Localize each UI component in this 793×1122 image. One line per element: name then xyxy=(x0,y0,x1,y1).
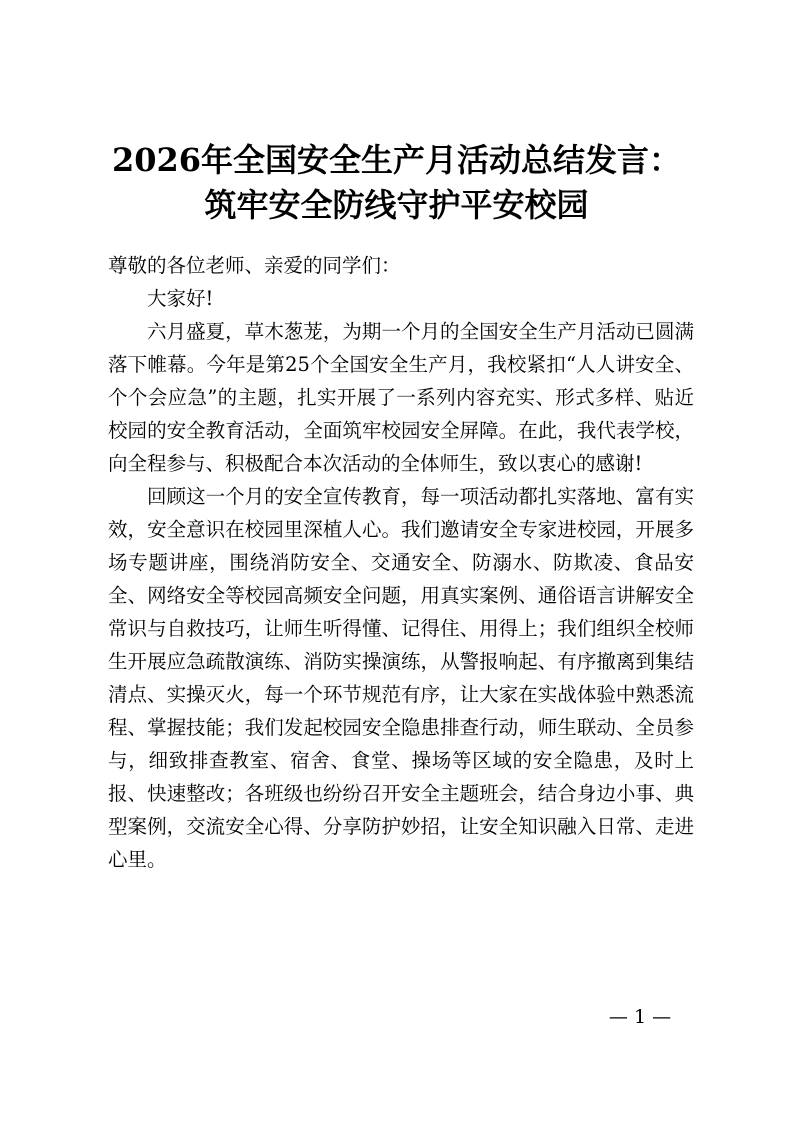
salutation: 尊敬的各位老师、亲爱的同学们： xyxy=(108,254,401,277)
paragraph: 回顾这一个月的安全宣传教育，每一项活动都扎实落地、富有实效，安全意识在校园里深植人心。我们邀请安全专家进校园，开展多场专题讲座，围绕消防安全、交通安全、防溺水、防欺凌、食品安全、网络安全等校园高频安全问题，用真实案例、通俗语言讲解安全常识与自救技巧，让师生听得懂、记得住、用得上；我们组织全校师生开展应急疏散演练、消防实操演练，从警报响起、有序撤离到集结清点、实操灭火，每一个环节规范有序，让大家在实战体验中熟悉流程、掌握技能；我们发起校园安全隐患排查行动，师生联动、全员参与，细致排查教室、宿舍、食堂、操场等区域的安全隐患，及时上报、快速整改；各班级也纷纷召开安全主题班会，结合身边小事、典型案例，交流安全心得、分享防护妙招，让安全知识融入日常、走进心里。 xyxy=(108,485,694,871)
greeting: 大家好! xyxy=(147,287,214,310)
document-body xyxy=(108,249,694,876)
paragraph: 六月盛夏，草木葱茏，为期一个月的全国安全生产月活动已圆满落下帷幕。今年是第25个全国安全生产月，我校紧扣“人人讲安全、个个会应急”的主题，扎实开展了一系列内容充实、形式多样、贴近校园的安全教育活动，全面筑牢校园安全屏障。在此，我代表学校，向全程参与、积极配合本次活动的全体师生，致以衷心的感谢! xyxy=(108,320,694,475)
document-title: 2026年全国安全生产月活动总结发言：筑牢安全防线守护平安校园 xyxy=(111,141,682,224)
page-number: — 1 — xyxy=(608,1006,672,1028)
